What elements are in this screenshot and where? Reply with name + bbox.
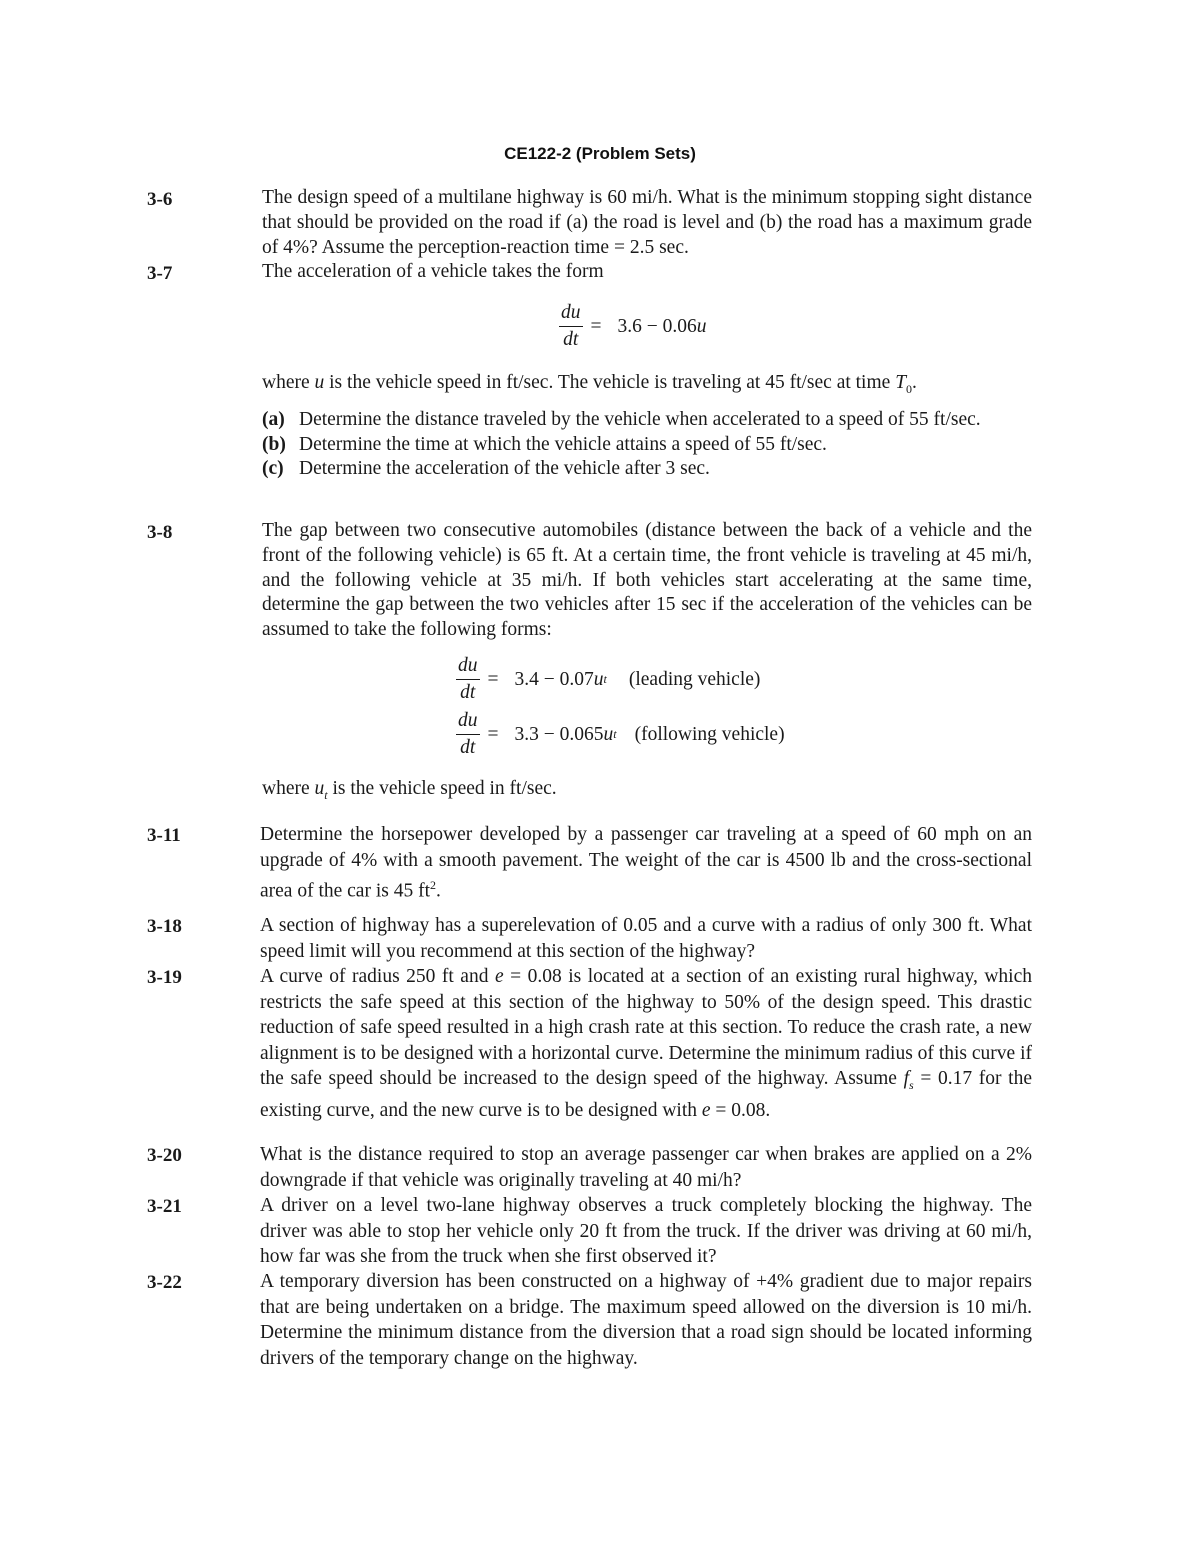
- equation-3-8-following: $\frac{du}{dt}$ = 3.3 − 0.065 u t (following vehicle): [458, 710, 785, 758]
- problem-3-7-intro: The acceleration of a vehicle takes the form: [262, 261, 604, 282]
- equation-3-8-leading: $\frac{du}{dt}$ = 3.4 − 0.07 u t (leading vehicle): [458, 655, 761, 703]
- equation-rhs: 3.4 − 0.07: [514, 668, 594, 690]
- problem-number-3-8: 3-8: [147, 522, 173, 543]
- list-item: [262, 433, 1022, 458]
- problem-3-20-text: What is the distance required to stop an average passenger car when brakes are applied on a 2% downgrade if that vehicle was originally traveling at 40 mi/h?: [260, 1144, 1032, 1191]
- derivative-fraction: [559, 302, 583, 351]
- equation-rhs: 3.3 − 0.065: [514, 723, 604, 745]
- part-label: (a): [262, 409, 285, 430]
- part-label: (c): [262, 458, 284, 479]
- problem-3-7-parts: [262, 408, 1022, 482]
- problem-number-3-21: 3-21: [147, 1196, 182, 1217]
- fraction-denominator: dt: [460, 737, 476, 758]
- equation-note: (leading vehicle): [628, 668, 761, 690]
- part-text: Determine the distance traveled by the vehicle when accelerated to a speed of 55 ft/sec.: [299, 409, 981, 430]
- page-title: CE122-2 (Problem Sets): [504, 144, 696, 163]
- part-text: Determine the acceleration of the vehicle after 3 sec.: [299, 458, 710, 479]
- equation-3-7: [559, 302, 707, 351]
- problem-3-8-text: The gap between two consecutive automobiles (distance between the back of a vehicle and the front of the following vehicle) is 65 ft. At a certain time, the front vehicle is traveling at 45 mi/h, and the following vehicle at 35 mi/h. If both vehicles start accelerating at the same time, determine the gap between the two vehicles after 15 sec if the acceleration of the vehicles can be assumed to take the following forms:: [262, 520, 1032, 641]
- part-label: (b): [262, 433, 286, 455]
- equation-variable: u: [696, 315, 707, 337]
- problem-3-6-text: The design speed of a multilane highway is 60 mi/h. What is the minimum stopping sight distance that should be provided on the road if (a) the road is level and (b) the road has a maximum grade of 4%? Assume the perception-reaction time = 2.5 sec.: [262, 187, 1032, 258]
- problem-3-11-text: Determine the horsepower developed by a passenger car traveling at a speed of 60 mph on an upgrade of 4% with a smooth pavement. The weight of the car is 4500 lb and the cross-sectional area of the car is 45 $ft^2$.: [260, 824, 1032, 902]
- problem-3-8-where: where $u_t$ is the vehicle speed in ft/sec.: [262, 778, 557, 802]
- list-item: [262, 457, 1022, 482]
- problem-number-3-20: 3-20: [147, 1145, 182, 1166]
- problem-3-18-text: A section of highway has a superelevation of 0.05 and a curve with a radius of only 300 ft. What speed limit will you recommend at this section of the highway?: [260, 915, 1032, 962]
- problem-number-3-7: 3-7: [147, 263, 173, 284]
- equals-sign: =: [590, 315, 602, 337]
- fraction-numerator: du: [456, 655, 480, 680]
- problem-number-3-11: 3-11: [147, 825, 181, 846]
- equation-note: (following vehicle): [634, 723, 785, 745]
- part-text: Determine the time at which the vehicle attains a speed of 55 ft/sec.: [299, 433, 827, 455]
- problem-number-3-22: 3-22: [147, 1272, 182, 1293]
- equation-rhs: 3.6 − 0.06: [617, 315, 697, 337]
- equals-sign: =: [487, 723, 499, 745]
- fraction-denominator: dt: [460, 682, 476, 703]
- problem-3-21-text: A driver on a level two-lane highway observes a truck completely blocking the highway. The driver was able to stop her vehicle only 20 ft from the truck. If the driver was driving at 60 mi/h, how far was she from the truck when she first observed it?: [260, 1195, 1032, 1267]
- problem-number-3-19: 3-19: [147, 967, 182, 988]
- problem-number-3-18: 3-18: [147, 916, 182, 937]
- problem-3-7-where: where u is the vehicle speed in ft/sec. The vehicle is traveling at 45 ft/sec at time $T_0$.: [262, 372, 917, 396]
- list-item: [262, 408, 1022, 433]
- problem-number-3-6: 3-6: [147, 189, 173, 210]
- fraction-numerator: du: [456, 710, 480, 735]
- problem-3-22-text: A temporary diversion has been constructed on a highway of +4% gradient due to major repairs that are being undertaken on a bridge. The maximum speed allowed on the diversion is 10 mi/h. Determine the minimum distance from the diversion that a road sign should be located informing drivers of the temporary change on the highway.: [260, 1271, 1032, 1369]
- equals-sign: =: [487, 668, 499, 690]
- fraction-numerator: du: [559, 302, 583, 327]
- fraction-denominator: dt: [563, 329, 579, 350]
- problem-3-19-text: A curve of radius 250 ft and e = 0.08 is located at a section of an existing rural highway, which restricts the safe speed at this section of the highway to 50% of the design speed. This drastic reduction of safe speed resulted in a high crash rate at this section. To reduce the crash rate, a new alignment is to be designed with a horizontal curve. Determine the minimum radius of this curve if the safe speed should be increased to the design speed of the highway. Assume $f_s = 0.17$ for the existing curve, and the new curve is to be designed with e = 0.08.: [260, 966, 1033, 1122]
